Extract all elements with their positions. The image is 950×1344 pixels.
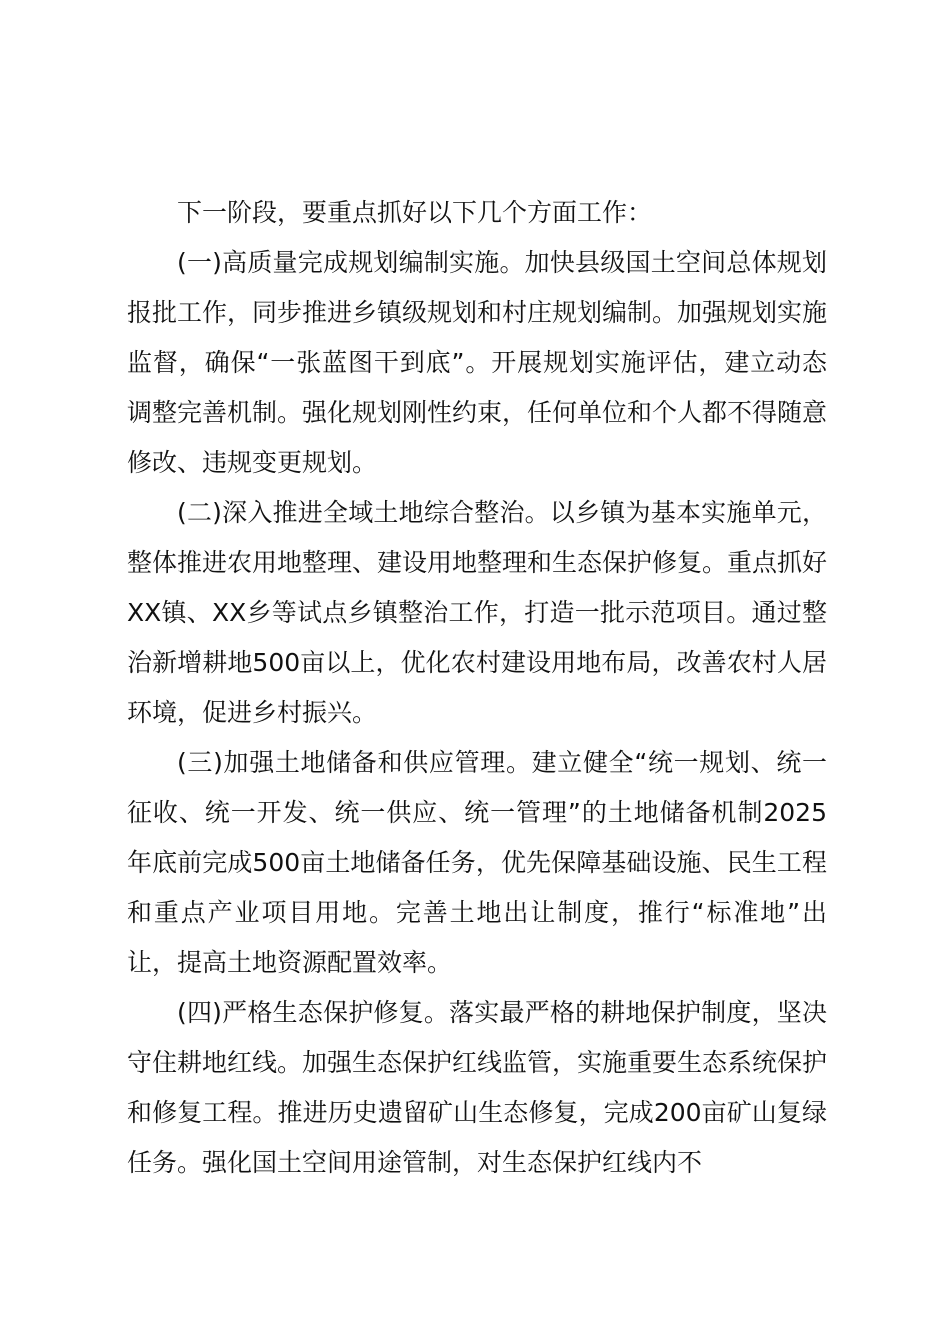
document-body	[127, 188, 827, 1188]
intro-paragraph: 下一阶段，要重点抓好以下几个方面工作：	[177, 198, 653, 227]
section-2-paragraph: (二)深入推进全域土地综合整治。以乡镇为基本实施单元，整体推进农用地整理、建设用地整理和生态保护修复。重点抓好XX镇、XX乡等试点乡镇整治工作，打造一批示范项目。通过整治新增耕地500亩以上，优化农村建设用地布局，改善农村人居环境，促进乡村振兴。	[127, 498, 828, 727]
section-4-paragraph: (四)严格生态保护修复。落实最严格的耕地保护制度，坚决守住耕地红线。加强生态保护红线监管，实施重要生态系统保护和修复工程。推进历史遗留矿山生态修复，完成200亩矿山复绿任务。强化国土空间用途管制，对生态保护红线内不	[127, 998, 828, 1177]
section-1-paragraph: (一)高质量完成规划编制实施。加快县级国土空间总体规划报批工作，同步推进乡镇级规划和村庄规划编制。加强规划实施监督，确保“一张蓝图干到底”。开展规划实施评估，建立动态调整完善机制。强化规划刚性约束，任何单位和个人都不得随意修改、违规变更规划。	[127, 248, 828, 477]
section-3-paragraph: (三)加强土地储备和供应管理。建立健全“统一规划、统一征收、统一开发、统一供应、统一管理”的土地储备机制2025年底前完成500亩土地储备任务，优先保障基础设施、民生工程和重点产业项目用地。完善土地出让制度，推行“标准地”出让，提高土地资源配置效率。	[127, 748, 827, 977]
